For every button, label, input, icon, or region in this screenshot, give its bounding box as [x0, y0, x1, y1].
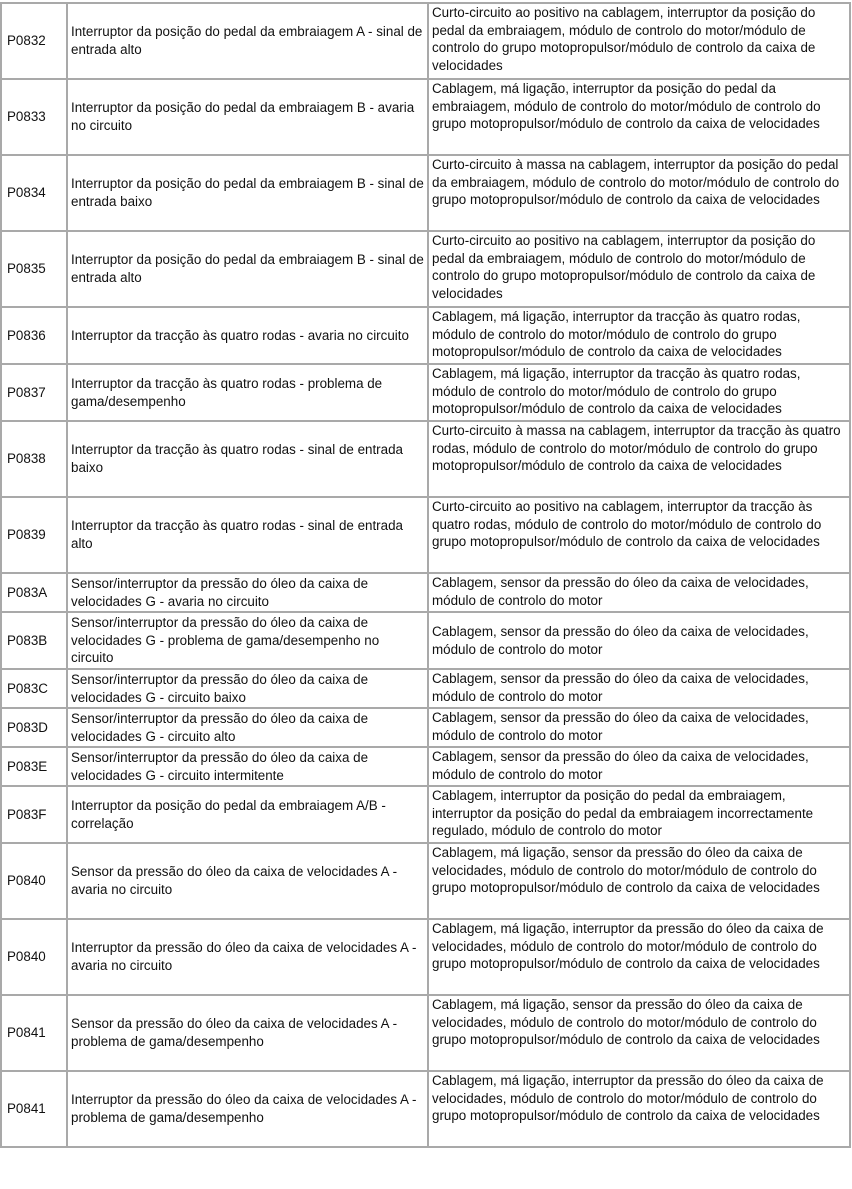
dtc-description: Interruptor da tracção às quatro rodas - sinal de entrada alto: [67, 497, 428, 573]
dtc-code: P0833: [1, 79, 67, 155]
table-row: [1, 421, 850, 497]
table-row: [1, 364, 850, 421]
dtc-description: Interruptor da pressão do óleo da caixa de velocidades A - problema de gama/desempenho: [67, 1071, 428, 1147]
dtc-causes: Cablagem, interruptor da posição do pedal da embraiagem, interruptor da posição do pedal da embraiagem incorrectamente regulado, módulo de controlo do motor: [428, 786, 850, 843]
table-row: [1, 1071, 850, 1147]
table-row: [1, 747, 850, 786]
dtc-code: P083C: [1, 669, 67, 708]
dtc-causes: Cablagem, má ligação, interruptor da tracção às quatro rodas, módulo de controlo do motor/módulo de controlo do grupo motopropulsor/módulo de controlo da caixa de velocidades: [428, 307, 850, 364]
dtc-causes: Cablagem, sensor da pressão do óleo da caixa de velocidades, módulo de controlo do motor: [428, 669, 850, 708]
dtc-causes: Cablagem, sensor da pressão do óleo da caixa de velocidades, módulo de controlo do motor: [428, 612, 850, 669]
dtc-causes: Curto-circuito à massa na cablagem, interruptor da posição do pedal da embraiagem, módulo de controlo do motor/módulo de controlo do grupo motopropulsor/módulo de controlo da caixa de velocidades: [428, 155, 850, 231]
dtc-code: P0838: [1, 421, 67, 497]
dtc-causes: Cablagem, má ligação, interruptor da posição do pedal da embraiagem, módulo de controlo do motor/módulo de controlo do grupo motopropulsor/módulo de controlo da caixa de velocidades: [428, 79, 850, 155]
dtc-code: P0841: [1, 995, 67, 1071]
table-row: [1, 231, 850, 307]
dtc-code: P0832: [1, 3, 67, 79]
dtc-description: Sensor da pressão do óleo da caixa de velocidades A - problema de gama/desempenho: [67, 995, 428, 1071]
dtc-causes: Cablagem, má ligação, sensor da pressão do óleo da caixa de velocidades, módulo de controlo do motor/módulo de controlo do grupo motopropulsor/módulo de controlo da caixa de velocidades: [428, 843, 850, 919]
dtc-causes: Cablagem, sensor da pressão do óleo da caixa de velocidades, módulo de controlo do motor: [428, 708, 850, 747]
dtc-description: Interruptor da posição do pedal da embraiagem A - sinal de entrada alto: [67, 3, 428, 79]
dtc-code: P0839: [1, 497, 67, 573]
table-row: [1, 573, 850, 612]
dtc-causes: Curto-circuito ao positivo na cablagem, interruptor da posição do pedal da embraiagem, módulo de controlo do motor/módulo de controlo do grupo motopropulsor/módulo de controlo da caixa de velocidades: [428, 231, 850, 307]
dtc-description: Interruptor da tracção às quatro rodas - sinal de entrada baixo: [67, 421, 428, 497]
table-row: [1, 3, 850, 79]
dtc-description: Interruptor da posição do pedal da embraiagem A/B - correlação: [67, 786, 428, 843]
dtc-description: Sensor da pressão do óleo da caixa de velocidades A - avaria no circuito: [67, 843, 428, 919]
dtc-description: Sensor/interruptor da pressão do óleo da caixa de velocidades G - circuito intermitente: [67, 747, 428, 786]
table-row: [1, 307, 850, 364]
dtc-description: Interruptor da posição do pedal da embraiagem B - sinal de entrada alto: [67, 231, 428, 307]
table-row: [1, 79, 850, 155]
dtc-causes: Curto-circuito ao positivo na cablagem, interruptor da tracção às quatro rodas, módulo de controlo do motor/módulo de controlo do grupo motopropulsor/módulo de controlo da caixa de velocidades: [428, 497, 850, 573]
dtc-description: Interruptor da tracção às quatro rodas - avaria no circuito: [67, 307, 428, 364]
dtc-causes: Curto-circuito ao positivo na cablagem, interruptor da posição do pedal da embraiagem, módulo de controlo do motor/módulo de controlo do grupo motopropulsor/módulo de controlo da caixa de velocidades: [428, 3, 850, 79]
table-row: [1, 155, 850, 231]
dtc-code: P0840: [1, 919, 67, 995]
dtc-causes: Cablagem, má ligação, sensor da pressão do óleo da caixa de velocidades, módulo de controlo do motor/módulo de controlo do grupo motopropulsor/módulo de controlo da caixa de velocidades: [428, 995, 850, 1071]
dtc-code: P083F: [1, 786, 67, 843]
dtc-code: P083A: [1, 573, 67, 612]
table-row: [1, 843, 850, 919]
dtc-causes: Cablagem, má ligação, interruptor da tracção às quatro rodas, módulo de controlo do motor/módulo de controlo do grupo motopropulsor/módulo de controlo da caixa de velocidades: [428, 364, 850, 421]
dtc-code: P0840: [1, 843, 67, 919]
dtc-causes: Cablagem, má ligação, interruptor da pressão do óleo da caixa de velocidades, módulo de controlo do motor/módulo de controlo do grupo motopropulsor/módulo de controlo da caixa de velocidades: [428, 1071, 850, 1147]
table-row: [1, 995, 850, 1071]
dtc-description: Interruptor da posição do pedal da embraiagem B - sinal de entrada baixo: [67, 155, 428, 231]
table-row: [1, 708, 850, 747]
table-row: [1, 497, 850, 573]
dtc-description: Sensor/interruptor da pressão do óleo da caixa de velocidades G - avaria no circuito: [67, 573, 428, 612]
dtc-description: Interruptor da tracção às quatro rodas - problema de gama/desempenho: [67, 364, 428, 421]
dtc-code: P083B: [1, 612, 67, 669]
dtc-code: P0835: [1, 231, 67, 307]
dtc-code: P0841: [1, 1071, 67, 1147]
dtc-description: Sensor/interruptor da pressão do óleo da caixa de velocidades G - circuito baixo: [67, 669, 428, 708]
dtc-code: P083D: [1, 708, 67, 747]
table-row: [1, 669, 850, 708]
dtc-causes: Curto-circuito à massa na cablagem, interruptor da tracção às quatro rodas, módulo de controlo do motor/módulo de controlo do grupo motopropulsor/módulo de controlo da caixa de velocidades: [428, 421, 850, 497]
table-row: [1, 786, 850, 843]
dtc-causes: Cablagem, má ligação, interruptor da pressão do óleo da caixa de velocidades, módulo de controlo do motor/módulo de controlo do grupo motopropulsor/módulo de controlo da caixa de velocidades: [428, 919, 850, 995]
dtc-description: Sensor/interruptor da pressão do óleo da caixa de velocidades G - problema de gama/desempenho no circuito: [67, 612, 428, 669]
dtc-description: Sensor/interruptor da pressão do óleo da caixa de velocidades G - circuito alto: [67, 708, 428, 747]
dtc-description: Interruptor da posição do pedal da embraiagem B - avaria no circuito: [67, 79, 428, 155]
dtc-description: Interruptor da pressão do óleo da caixa de velocidades A - avaria no circuito: [67, 919, 428, 995]
dtc-code: P083E: [1, 747, 67, 786]
dtc-causes: Cablagem, sensor da pressão do óleo da caixa de velocidades, módulo de controlo do motor: [428, 747, 850, 786]
table-row: [1, 919, 850, 995]
dtc-causes: Cablagem, sensor da pressão do óleo da caixa de velocidades, módulo de controlo do motor: [428, 573, 850, 612]
dtc-code: P0834: [1, 155, 67, 231]
dtc-table: [0, 2, 851, 1148]
dtc-code: P0836: [1, 307, 67, 364]
table-row: [1, 612, 850, 669]
dtc-code: P0837: [1, 364, 67, 421]
